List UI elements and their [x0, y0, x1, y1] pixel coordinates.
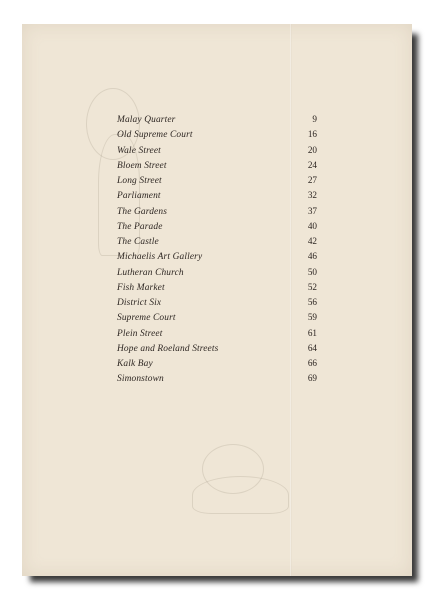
toc-page-number: 59: [307, 312, 317, 323]
toc-entry: [117, 328, 317, 343]
toc-entry: [117, 160, 317, 175]
toc-title: Plein Street: [117, 328, 163, 339]
toc-entry: [117, 114, 317, 129]
toc-title: Malay Quarter: [117, 115, 176, 125]
toc-title: Old Supreme Court: [117, 130, 193, 141]
toc-title: Supreme Court: [117, 313, 176, 324]
toc-title: Bloem Street: [117, 160, 167, 171]
toc-title: Michaelis Art Gallery: [117, 252, 203, 263]
toc-page-number: 16: [307, 129, 317, 140]
toc-title: Simonstown: [117, 374, 164, 385]
toc-page-number: 42: [307, 236, 317, 246]
toc-page-number: 37: [307, 205, 317, 216]
toc-page-number: 66: [307, 358, 317, 368]
toc-title: District Six: [117, 298, 162, 308]
toc-entry: [117, 145, 317, 160]
toc-page-number: 61: [307, 327, 317, 338]
toc-entry: [117, 312, 317, 327]
toc-entry: [117, 251, 317, 266]
toc-title: Kalk Bay: [117, 359, 153, 369]
toc-page-number: 46: [307, 251, 317, 262]
toc-title: The Parade: [117, 221, 163, 232]
toc-entry: [117, 190, 317, 205]
toc-page-number: 20: [307, 144, 317, 155]
toc-page-number: 24: [307, 159, 317, 170]
toc-page-number: 32: [307, 190, 317, 201]
toc-title: Hope and Roeland Streets: [117, 343, 219, 354]
table-of-contents: [117, 114, 317, 389]
toc-title: Fish Market: [117, 282, 165, 293]
toc-entry: [117, 129, 317, 144]
toc-entry: [117, 221, 317, 236]
toc-page-number: 52: [307, 281, 317, 292]
toc-entry: [117, 297, 317, 312]
toc-page-number: 69: [307, 373, 317, 384]
toc-title: The Castle: [117, 237, 159, 247]
faint-sketch: [192, 476, 289, 514]
toc-title: Lutheran Church: [117, 267, 184, 278]
toc-entry: [117, 282, 317, 297]
toc-title: Wale Street: [117, 145, 161, 156]
toc-page-number: 56: [307, 297, 317, 307]
toc-entry: [117, 206, 317, 221]
toc-title: Long Street: [117, 176, 162, 186]
toc-page-number: 40: [307, 220, 317, 231]
toc-entry: [117, 358, 317, 373]
toc-title: Parliament: [117, 191, 161, 202]
toc-entry: [117, 236, 317, 251]
toc-entry: [117, 267, 317, 282]
toc-page-number: 50: [307, 266, 317, 277]
toc-entry: [117, 175, 317, 190]
toc-page-number: 64: [307, 342, 317, 353]
toc-entry: [117, 373, 317, 388]
toc-page-number: 9: [312, 114, 317, 124]
toc-page-number: 27: [307, 175, 317, 185]
toc-title: The Gardens: [117, 206, 167, 217]
toc-entry: [117, 343, 317, 358]
